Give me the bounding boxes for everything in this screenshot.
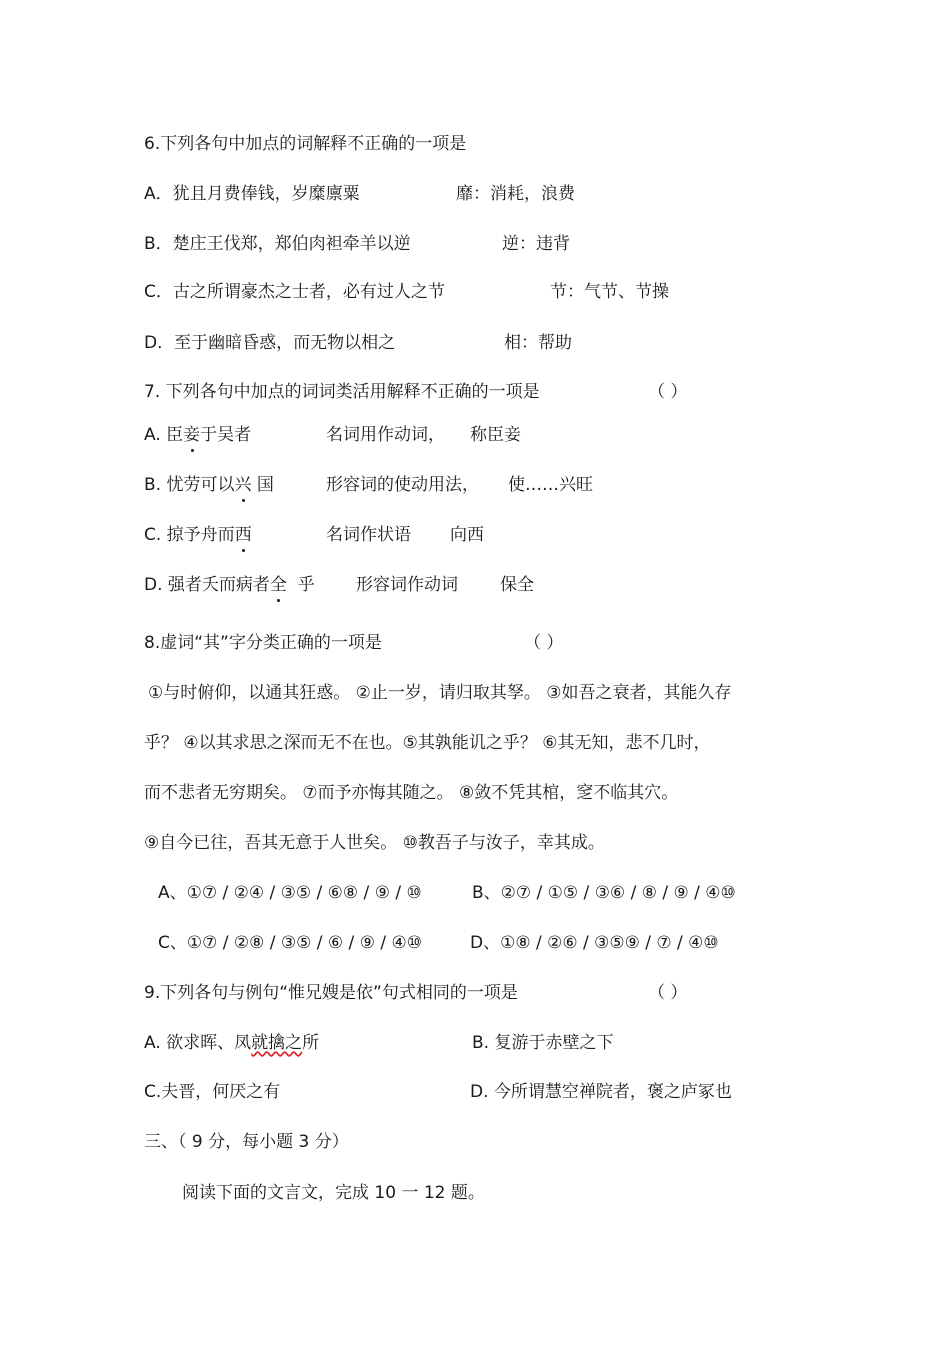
q7-answer-paren: （ ） <box>648 382 688 402</box>
q6-option-d-sentence: D．至于幽暗昏惑，而无物以相之 <box>144 333 396 353</box>
q8-option-a: A、①⑦ / ②④ / ③⑤ / ⑥⑧ / ⑨ / ⑩ <box>158 883 422 903</box>
q8-stem: 8.虚词“其”字分类正确的一项是 <box>144 633 382 653</box>
q7-option-a-meaning: 称臣妾 <box>470 425 521 445</box>
q9-option-a-pre: A. 欲求晖、凤 <box>144 1033 252 1053</box>
q7-option-b <box>144 474 274 496</box>
q7-option-d <box>144 574 315 596</box>
q7-option-d-post: 乎 <box>297 575 315 595</box>
q7-stem: 7. 下列各句中加点的词词类活用解释不正确的一项是 <box>144 382 540 402</box>
q6-option-a-gloss: 靡：消耗，浪费 <box>456 184 575 204</box>
q6-option-b-sentence: B．楚庄王伐郑，郑伯肉袒牵羊以逆 <box>144 234 411 254</box>
q8-sentences-line-2: 乎？ ④以其求思之深而无不在也。⑤其孰能讥之乎？ ⑥其无知，悲不几时， <box>144 733 711 753</box>
q6-option-b-gloss: 逆：违背 <box>502 234 570 254</box>
q7-option-c-pre: C. 掠予舟而 <box>144 525 235 545</box>
q7-option-a-dotted-word: 妾 <box>183 425 201 445</box>
q7-option-d-usage: 形容词作动词 <box>356 575 458 595</box>
q8-sentences-line-4: ⑨自今已往，吾其无意于人世矣。 ⑩教吾子与汝子，幸其成。 <box>144 833 605 853</box>
q7-option-c-dotted-word: 西 <box>234 525 252 545</box>
q6-option-d-gloss: 相：帮助 <box>504 333 572 353</box>
q8-answer-paren: （ ） <box>524 633 564 653</box>
q7-option-d-pre: D. 强者夭而病者 <box>144 575 270 595</box>
q7-option-b-dotted-word: 兴 <box>234 475 252 495</box>
q6-option-c-gloss: 节：气节、节操 <box>550 282 669 302</box>
q7-option-c-meaning: 向西 <box>450 525 484 545</box>
q8-option-b: B、②⑦ / ①⑤ / ③⑥ / ⑧ / ⑨ / ④⑩ <box>472 883 736 903</box>
section-3-instruction: 阅读下面的文言文，完成 10 一 12 题。 <box>182 1183 485 1203</box>
q6-stem: 6.下列各句中加点的词解释不正确的一项是 <box>144 134 467 154</box>
q7-option-a-post: 于吴者 <box>200 425 252 445</box>
q6-option-c-sentence: C．古之所谓豪杰之士者，必有过人之节 <box>144 282 445 302</box>
q8-option-c: C、①⑦ / ②⑧ / ③⑤ / ⑥ / ⑨ / ④⑩ <box>158 933 422 953</box>
q9-answer-paren: （ ） <box>648 983 688 1003</box>
q8-option-d: D、①⑧ / ②⑥ / ③⑤⑨ / ⑦ / ④⑩ <box>470 933 719 953</box>
q7-option-b-post: 国 <box>256 475 274 495</box>
q7-option-d-dotted-word: 全 <box>269 575 287 595</box>
q7-option-b-meaning: 使……兴旺 <box>508 475 593 495</box>
q6-option-a-sentence: A．犹且月费俸钱，岁糜廪粟 <box>144 184 360 204</box>
q7-option-d-meaning: 保全 <box>500 575 534 595</box>
q7-option-a-usage: 名词用作动词， <box>326 425 445 445</box>
q9-option-a-underlined: 就擒之 <box>251 1033 303 1053</box>
q7-option-a-pre: A. 臣 <box>144 425 184 445</box>
q8-sentences-line-3: 而不悲者无穷期矣。 ⑦而予亦悔其随之。 ⑧敛不凭其棺，窆不临其穴。 <box>144 783 679 803</box>
section-3-heading: 三、（ 9 分，每小题 3 分） <box>144 1132 349 1152</box>
q7-option-c <box>144 524 252 546</box>
q9-option-d: D. 今所谓慧空禅院者，褒之庐冢也 <box>470 1082 732 1102</box>
q7-option-b-pre: B. 忧劳可以 <box>144 475 235 495</box>
q7-option-a <box>144 424 251 446</box>
q9-option-c: C.夫晋，何厌之有 <box>144 1082 281 1102</box>
q9-option-b: B. 复游于赤壁之下 <box>472 1033 614 1053</box>
q8-sentences-line-1: ①与时俯仰，以通其狂惑。 ②止一岁，请归取其孥。 ③如吾之衰者，其能久存 <box>148 683 732 703</box>
q9-option-a <box>144 1032 319 1054</box>
q9-stem: 9.下列各句与例句“惟兄嫂是依”句式相同的一项是 <box>144 983 518 1003</box>
q9-option-a-post: 所 <box>302 1033 320 1053</box>
q7-option-b-usage: 形容词的使动用法， <box>326 475 479 495</box>
q7-option-c-usage: 名词作状语 <box>326 525 411 545</box>
